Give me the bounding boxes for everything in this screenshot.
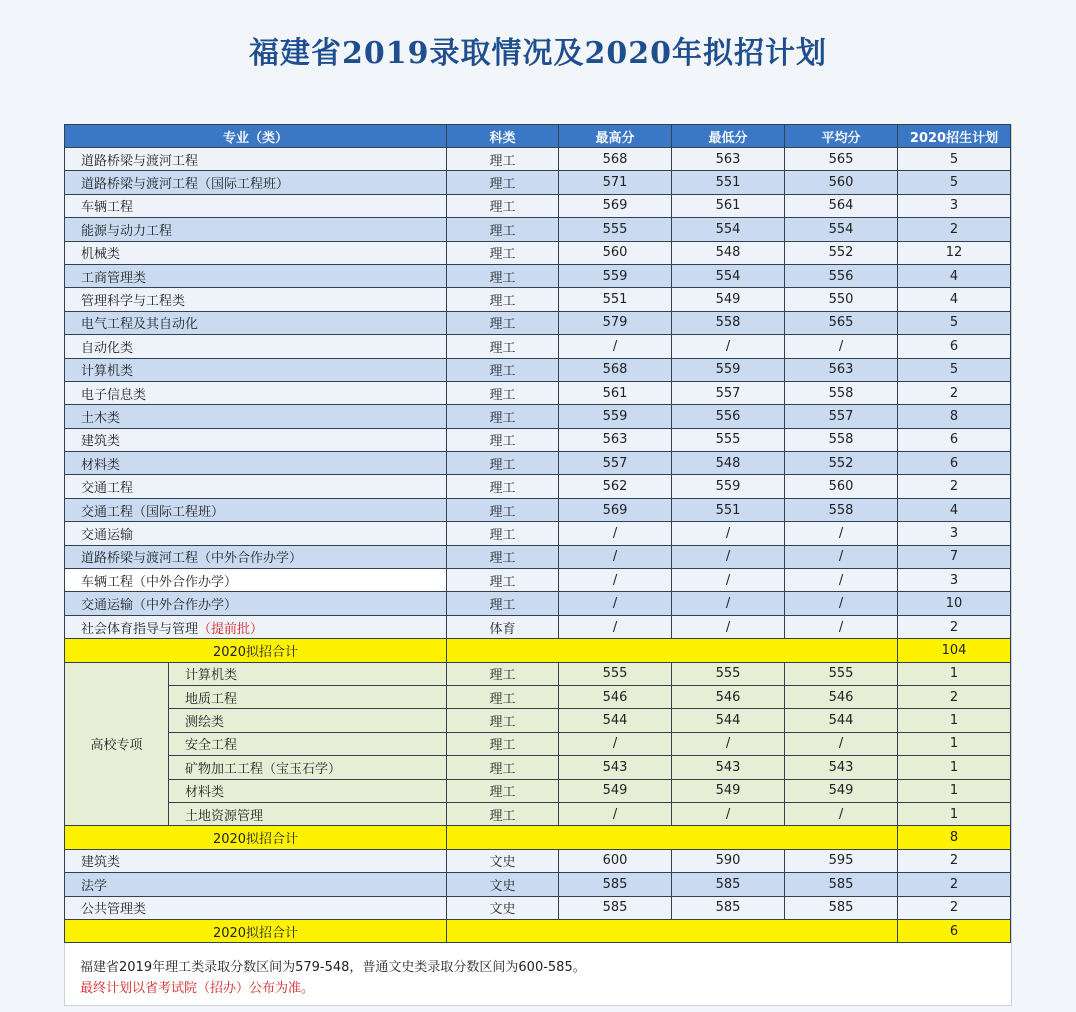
column-header: 最低分 — [672, 125, 785, 148]
cell-major — [65, 405, 447, 428]
table-row — [65, 218, 1011, 241]
total-spacer — [447, 826, 898, 849]
table-row — [65, 194, 1011, 217]
cell-min: 556 — [672, 405, 785, 428]
cell-min: 546 — [672, 685, 785, 708]
cell-major — [65, 288, 447, 311]
cell-type: 理工 — [447, 802, 559, 825]
major-name: 社会体育指导与管理 — [81, 621, 199, 637]
total-spacer — [447, 639, 898, 662]
cell-major — [65, 264, 447, 287]
cell-max: 568 — [559, 148, 672, 171]
cell-max: / — [559, 592, 672, 615]
cell-min: / — [672, 802, 785, 825]
table-row — [65, 335, 1011, 358]
cell-avg: 564 — [785, 194, 898, 217]
cell-min: 559 — [672, 358, 785, 381]
total-value: 104 — [898, 639, 1011, 662]
cell-major — [65, 381, 447, 404]
column-header: 最高分 — [559, 125, 672, 148]
major-name: 计算机类 — [81, 364, 134, 380]
cell-max: 544 — [559, 709, 672, 732]
major-name: 材料类 — [81, 457, 121, 473]
column-header: 平均分 — [785, 125, 898, 148]
cell-avg: / — [785, 615, 898, 638]
cell-avg: 557 — [785, 405, 898, 428]
cell-type: 理工 — [447, 662, 559, 685]
cell-avg: 585 — [785, 896, 898, 919]
cell-max: 557 — [559, 452, 672, 475]
table-row — [65, 662, 1011, 685]
table-row — [65, 452, 1011, 475]
cell-max: / — [559, 335, 672, 358]
cell-major — [65, 358, 447, 381]
cell-avg: 556 — [785, 264, 898, 287]
cell-max: 563 — [559, 428, 672, 451]
column-header: 2020招生计划 — [898, 125, 1011, 148]
table-row — [65, 241, 1011, 264]
cell-type: 文史 — [447, 849, 559, 872]
table-row — [65, 475, 1011, 498]
cell-major — [65, 241, 447, 264]
cell-major: 土地资源管理 — [169, 802, 447, 825]
cell-avg: 544 — [785, 709, 898, 732]
cell-max: 555 — [559, 218, 672, 241]
cell-type: 理工 — [447, 756, 559, 779]
table-row — [65, 896, 1011, 919]
cell-max: 579 — [559, 311, 672, 334]
cell-min: 559 — [672, 475, 785, 498]
cell-avg: / — [785, 732, 898, 755]
cell-plan: 5 — [898, 311, 1011, 334]
cell-max: 561 — [559, 381, 672, 404]
total-row — [65, 639, 1011, 662]
cell-major: 矿物加工工程（宝玉石学） — [169, 756, 447, 779]
cell-plan: 5 — [898, 148, 1011, 171]
cell-major — [65, 522, 447, 545]
cell-plan: 8 — [898, 405, 1011, 428]
cell-max: / — [559, 802, 672, 825]
major-name: 交通运输 — [81, 527, 134, 543]
cell-plan: 1 — [898, 802, 1011, 825]
cell-plan: 2 — [898, 685, 1011, 708]
cell-min: 551 — [672, 171, 785, 194]
major-name: 管理科学与工程类 — [81, 294, 186, 310]
major-name: 工商管理类 — [81, 270, 147, 286]
cell-type: 理工 — [447, 452, 559, 475]
cell-avg: 560 — [785, 171, 898, 194]
cell-type: 理工 — [447, 218, 559, 241]
total-row — [65, 919, 1011, 942]
cell-max: 551 — [559, 288, 672, 311]
cell-avg: / — [785, 335, 898, 358]
cell-major — [65, 311, 447, 334]
cell-plan: 1 — [898, 709, 1011, 732]
major-name: 机械类 — [81, 247, 121, 263]
cell-plan: 1 — [898, 756, 1011, 779]
cell-type: 理工 — [447, 405, 559, 428]
cell-plan: 1 — [898, 779, 1011, 802]
cell-plan: 3 — [898, 522, 1011, 545]
cell-avg: / — [785, 569, 898, 592]
cell-min: 585 — [672, 873, 785, 896]
table-row — [65, 148, 1011, 171]
cell-avg: 565 — [785, 148, 898, 171]
cell-plan: 4 — [898, 498, 1011, 521]
cell-major — [65, 148, 447, 171]
cell-min: 585 — [672, 896, 785, 919]
major-name: 道路桥梁与渡河工程（中外合作办学） — [81, 551, 303, 567]
cell-max: / — [559, 569, 672, 592]
total-label: 2020拟招合计 — [65, 639, 447, 662]
major-name: 交通运输（中外合作办学） — [81, 598, 238, 614]
cell-max: 559 — [559, 264, 672, 287]
cell-avg: 546 — [785, 685, 898, 708]
cell-avg: 565 — [785, 311, 898, 334]
cell-min: / — [672, 335, 785, 358]
cell-major — [65, 592, 447, 615]
cell-min: 590 — [672, 849, 785, 872]
cell-min: / — [672, 522, 785, 545]
cell-major: 公共管理类 — [65, 896, 447, 919]
cell-min: 563 — [672, 148, 785, 171]
cell-plan: 7 — [898, 545, 1011, 568]
cell-plan: 10 — [898, 592, 1011, 615]
table-row — [65, 756, 1011, 779]
cell-avg: / — [785, 522, 898, 545]
cell-plan: 6 — [898, 428, 1011, 451]
cell-plan: 4 — [898, 264, 1011, 287]
cell-min: 554 — [672, 264, 785, 287]
table-row — [65, 709, 1011, 732]
cell-max: / — [559, 615, 672, 638]
cell-min: 554 — [672, 218, 785, 241]
cell-avg: / — [785, 802, 898, 825]
cell-type: 理工 — [447, 592, 559, 615]
cell-max: 562 — [559, 475, 672, 498]
cell-avg: 549 — [785, 779, 898, 802]
cell-plan: 2 — [898, 381, 1011, 404]
cell-plan: 5 — [898, 358, 1011, 381]
cell-max: 585 — [559, 896, 672, 919]
table-row — [65, 779, 1011, 802]
total-label: 2020拟招合计 — [65, 919, 447, 942]
cell-major — [65, 335, 447, 358]
admission-table — [64, 124, 1011, 943]
cell-type: 理工 — [447, 428, 559, 451]
table-row — [65, 545, 1011, 568]
cell-type: 体育 — [447, 615, 559, 638]
cell-avg: 585 — [785, 873, 898, 896]
cell-major — [65, 545, 447, 568]
cell-type: 理工 — [447, 569, 559, 592]
table-row — [65, 288, 1011, 311]
footnote-line-1: 福建省2019年理工类录取分数区间为579-548，普通文史类录取分数区间为600-585。 — [80, 960, 586, 975]
cell-major: 材料类 — [169, 779, 447, 802]
major-name: 建筑类 — [81, 434, 121, 450]
cell-type: 理工 — [447, 358, 559, 381]
cell-major — [65, 569, 447, 592]
group-label: 高校专项 — [65, 662, 169, 826]
major-name: 车辆工程 — [81, 200, 134, 216]
cell-min: 549 — [672, 288, 785, 311]
cell-min: 561 — [672, 194, 785, 217]
table-row — [65, 264, 1011, 287]
cell-avg: / — [785, 545, 898, 568]
table-row — [65, 381, 1011, 404]
cell-max: 546 — [559, 685, 672, 708]
cell-plan: 2 — [898, 873, 1011, 896]
cell-plan: 6 — [898, 335, 1011, 358]
cell-max: 568 — [559, 358, 672, 381]
cell-max: 569 — [559, 498, 672, 521]
cell-min: / — [672, 732, 785, 755]
cell-major — [65, 428, 447, 451]
cell-max: / — [559, 545, 672, 568]
cell-avg: 552 — [785, 452, 898, 475]
cell-type: 理工 — [447, 475, 559, 498]
cell-type: 理工 — [447, 732, 559, 755]
footnote — [80, 957, 586, 999]
cell-avg: / — [785, 592, 898, 615]
cell-major — [65, 475, 447, 498]
cell-type: 理工 — [447, 241, 559, 264]
cell-max: 560 — [559, 241, 672, 264]
cell-min: / — [672, 545, 785, 568]
cell-type: 理工 — [447, 311, 559, 334]
major-name: 能源与动力工程 — [81, 223, 173, 239]
cell-type: 理工 — [447, 545, 559, 568]
cell-avg: 555 — [785, 662, 898, 685]
cell-avg: 595 — [785, 849, 898, 872]
cell-type: 理工 — [447, 381, 559, 404]
cell-avg: 550 — [785, 288, 898, 311]
cell-type: 理工 — [447, 522, 559, 545]
cell-avg: 563 — [785, 358, 898, 381]
cell-max: 585 — [559, 873, 672, 896]
cell-min: 548 — [672, 241, 785, 264]
major-name: 车辆工程（中外合作办学） — [81, 574, 238, 590]
cell-min: 548 — [672, 452, 785, 475]
major-name: 道路桥梁与渡河工程（国际工程班） — [81, 177, 290, 193]
cell-min: / — [672, 615, 785, 638]
table-row — [65, 522, 1011, 545]
cell-type: 理工 — [447, 148, 559, 171]
major-name: 交通工程（国际工程班） — [81, 504, 225, 520]
table-row — [65, 569, 1011, 592]
cell-max: / — [559, 732, 672, 755]
cell-min: 555 — [672, 428, 785, 451]
cell-max: 571 — [559, 171, 672, 194]
cell-type: 理工 — [447, 335, 559, 358]
table-row — [65, 171, 1011, 194]
major-name: 道路桥梁与渡河工程 — [81, 153, 199, 169]
cell-min: 551 — [672, 498, 785, 521]
cell-plan: 1 — [898, 662, 1011, 685]
cell-type: 文史 — [447, 873, 559, 896]
cell-avg: 558 — [785, 498, 898, 521]
cell-avg: 552 — [785, 241, 898, 264]
cell-max: 543 — [559, 756, 672, 779]
major-name: 交通工程 — [81, 481, 134, 497]
cell-plan: 1 — [898, 732, 1011, 755]
cell-avg: 543 — [785, 756, 898, 779]
total-spacer — [447, 919, 898, 942]
table-row — [65, 311, 1011, 334]
column-header: 科类 — [447, 125, 559, 148]
cell-major: 安全工程 — [169, 732, 447, 755]
cell-min: 555 — [672, 662, 785, 685]
cell-min: 544 — [672, 709, 785, 732]
cell-type: 理工 — [447, 288, 559, 311]
cell-max: 600 — [559, 849, 672, 872]
cell-min: 557 — [672, 381, 785, 404]
cell-max: / — [559, 522, 672, 545]
cell-avg: 554 — [785, 218, 898, 241]
cell-plan: 2 — [898, 896, 1011, 919]
table-row — [65, 428, 1011, 451]
table-row — [65, 405, 1011, 428]
table-row — [65, 592, 1011, 615]
cell-plan: 6 — [898, 452, 1011, 475]
page-title: 福建省2019录取情况及2020年拟招计划 — [249, 36, 827, 71]
cell-plan: 2 — [898, 615, 1011, 638]
cell-major: 地质工程 — [169, 685, 447, 708]
total-value: 6 — [898, 919, 1011, 942]
table-row — [65, 873, 1011, 896]
cell-plan: 4 — [898, 288, 1011, 311]
table-header-row — [65, 125, 1011, 148]
table-row — [65, 802, 1011, 825]
table-row — [65, 849, 1011, 872]
cell-major — [65, 498, 447, 521]
cell-plan: 2 — [898, 218, 1011, 241]
cell-plan: 3 — [898, 194, 1011, 217]
cell-min: / — [672, 569, 785, 592]
early-batch-tag: （提前批） — [198, 621, 264, 637]
cell-plan: 3 — [898, 569, 1011, 592]
cell-plan: 12 — [898, 241, 1011, 264]
cell-type: 理工 — [447, 194, 559, 217]
cell-min: 549 — [672, 779, 785, 802]
major-name: 电气工程及其自动化 — [81, 317, 199, 333]
major-name: 电子信息类 — [81, 387, 147, 403]
cell-major — [65, 218, 447, 241]
cell-max: 569 — [559, 194, 672, 217]
total-value: 8 — [898, 826, 1011, 849]
cell-plan: 2 — [898, 475, 1011, 498]
table-row — [65, 358, 1011, 381]
cell-plan: 2 — [898, 849, 1011, 872]
table-row — [65, 685, 1011, 708]
cell-major: 计算机类 — [169, 662, 447, 685]
cell-major: 测绘类 — [169, 709, 447, 732]
cell-major: 法学 — [65, 873, 447, 896]
cell-min: 543 — [672, 756, 785, 779]
cell-type: 理工 — [447, 171, 559, 194]
column-header: 专业（类） — [65, 125, 447, 148]
cell-max: 549 — [559, 779, 672, 802]
total-row — [65, 826, 1011, 849]
cell-max: 555 — [559, 662, 672, 685]
cell-type: 理工 — [447, 685, 559, 708]
cell-type: 理工 — [447, 709, 559, 732]
cell-plan: 5 — [898, 171, 1011, 194]
table-row — [65, 498, 1011, 521]
cell-min: 558 — [672, 311, 785, 334]
total-label: 2020拟招合计 — [65, 826, 447, 849]
cell-type: 理工 — [447, 779, 559, 802]
cell-min: / — [672, 592, 785, 615]
cell-max: 559 — [559, 405, 672, 428]
cell-major — [65, 615, 447, 638]
table-row — [65, 732, 1011, 755]
cell-major — [65, 171, 447, 194]
cell-type: 理工 — [447, 264, 559, 287]
cell-major: 建筑类 — [65, 849, 447, 872]
cell-avg: 560 — [785, 475, 898, 498]
cell-type: 理工 — [447, 498, 559, 521]
cell-major — [65, 194, 447, 217]
cell-major — [65, 452, 447, 475]
major-name: 土木类 — [81, 410, 121, 426]
footnote-line-2: 最终计划以省考试院（招办）公布为准。 — [80, 981, 315, 996]
table-row — [65, 615, 1011, 638]
major-name: 自动化类 — [81, 340, 134, 356]
cell-avg: 558 — [785, 428, 898, 451]
cell-avg: 558 — [785, 381, 898, 404]
cell-type: 文史 — [447, 896, 559, 919]
